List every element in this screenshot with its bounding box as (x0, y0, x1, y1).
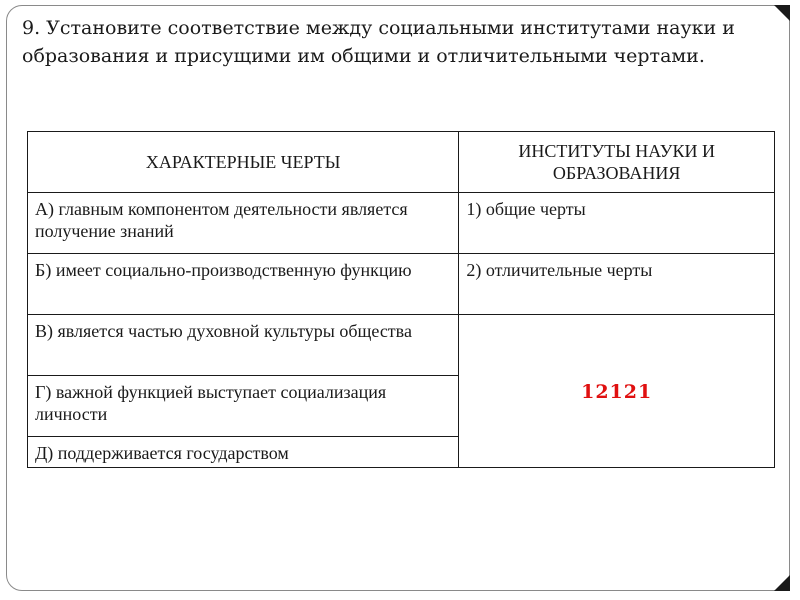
option-2: 2) отличительные черты (459, 254, 775, 315)
table-row (28, 254, 775, 315)
feature-a: А) главным компонентом деятельности является получение знаний (28, 193, 459, 254)
answer-cell (459, 315, 775, 468)
feature-d: Г) важной функцией выступает социализация личности (28, 376, 459, 437)
feature-b: Б) имеет социально-производственную функцию (28, 254, 459, 315)
corner-decoration-top (774, 5, 790, 21)
header-features: ХАРАКТЕРНЫЕ ЧЕРТЫ (28, 132, 459, 193)
table-row (28, 193, 775, 254)
matching-table (27, 131, 775, 468)
answer-value: 12121 (581, 381, 653, 403)
header-institutes: ИНСТИТУТЫ НАУКИ И ОБРАЗОВАНИЯ (459, 132, 775, 193)
table-header-row (28, 132, 775, 193)
question-title: 9. Установите соответствие между социальными институтами науки и образования и присущими им общими и отличительными чертами. (22, 17, 735, 67)
corner-decoration-bottom (774, 575, 790, 591)
table-row (28, 315, 775, 376)
feature-c: В) является частью духовной культуры общества (28, 315, 459, 376)
option-1: 1) общие черты (459, 193, 775, 254)
feature-e: Д) поддерживается государством (28, 437, 459, 468)
